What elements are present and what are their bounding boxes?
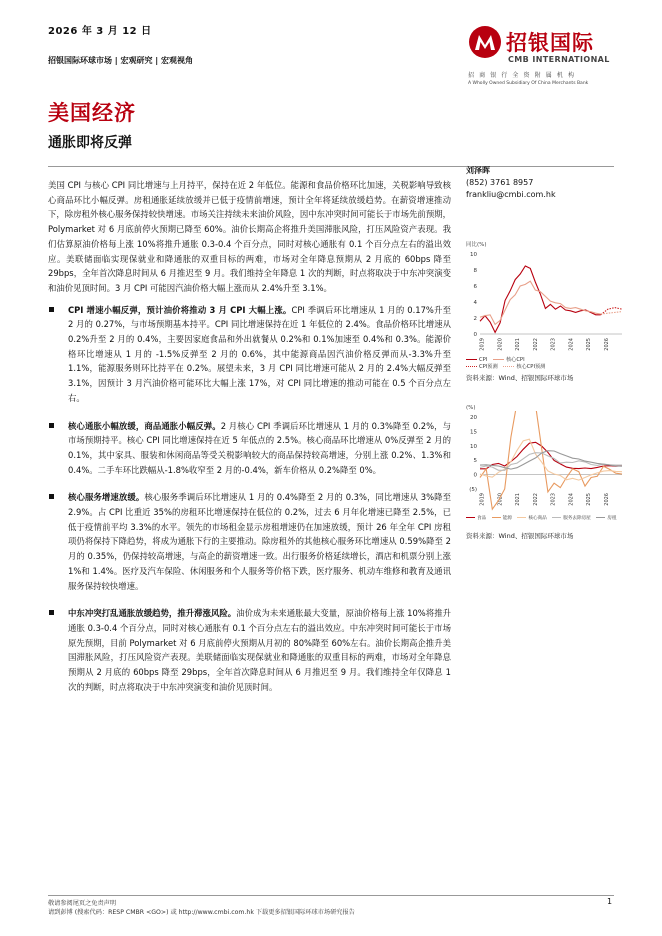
footer-disclaimer[interactable]: 敬请参阅尾页之免责声明 bbox=[48, 900, 117, 907]
logo-subtitle: 招 商 银 行 全 资 附 属 机 构 bbox=[468, 72, 576, 79]
logo-english-name: CMB INTERNATIONAL bbox=[508, 55, 610, 64]
legend-item: 食品 bbox=[466, 515, 486, 521]
chart2-block bbox=[466, 405, 626, 540]
legend-item: 核心商品 bbox=[517, 515, 546, 521]
chart1-svg bbox=[466, 248, 626, 352]
y-tick-label: 20 bbox=[470, 415, 477, 421]
page-number: 1 bbox=[607, 897, 613, 906]
x-tick-label: 2020 bbox=[497, 493, 504, 506]
x-tick-label: 2021 bbox=[515, 493, 522, 506]
chart2-legend bbox=[466, 515, 626, 521]
bullet-text: 核心服务季调后环比增速从 1 月的 0.4%降至 2 月的 0.3%，同比增速从 3%降至 2.9%。占 CPI 比重近 35%的房租环比增速保持在低位的 0.2%，过去 6 月年化增速已降至 2.5%，已低于疫情前平均 3.3%的水平。领先的市场租金显示房租增速仍在加速放缓，预计 26 年全年 CPI 房租项仍将保持下降趋势，将成为通胀下行的主要推动。除房租外的其他核心服务环比增速从 0.59%降至 2 月的 0.35%，仍保持较高增速，与高企的薪资增速一致。出行服务价格延续增长，酒店和机票分别上涨 1%和 1.4%。医疗及汽车保险、休闲服务和个人服务等价格下跌，医疗服务、机动车维修和教育及通讯服务保持较快增速。 bbox=[68, 492, 451, 591]
x-tick-label: 2020 bbox=[497, 338, 504, 351]
author-phone: (852) 3761 8957 bbox=[466, 178, 534, 187]
x-tick-label: 2023 bbox=[550, 493, 557, 506]
x-tick-label: 2026 bbox=[603, 493, 610, 506]
logo-subtitle-english: A Wholly Owned Subsidiary Of China Merchants Bank bbox=[468, 81, 589, 86]
bullet-text: 2 月核心 CPI 季调后环比增速从 1 月的 0.3%降至 0.2%，与市场预期持平。核心 CPI 同比增速保持在近 5 年低点的 2.5%。核心商品环比增速从 0%反弹至 2 月的 0.1%，其中家具、服装和休闲商品等受关税影响较大的商品保持较高增速，分别上涨 0.2%、1.3%和 0.4%。二手车环比跌幅从-1.8%收窄至 2 月的-0.4%，新车价格从 0.2%降至 0%。 bbox=[68, 420, 451, 475]
author-name: 刘泽晖 bbox=[466, 166, 490, 175]
bullet-heading: CPI 增速小幅反弹，预计油价将推动 3 月 CPI 大幅上涨。 bbox=[68, 304, 292, 315]
x-tick-label: 2019 bbox=[479, 493, 486, 506]
author-email[interactable]: frankliu@cmbi.com.hk bbox=[466, 190, 556, 199]
x-tick-label: 2023 bbox=[550, 338, 557, 351]
chart1-source: 资料来源：Wind、招银国际环球市场 bbox=[466, 374, 574, 382]
report-title: 美国经济 bbox=[48, 101, 136, 125]
legend-item: 核心CPI bbox=[493, 356, 525, 363]
legend-item: CPI bbox=[466, 357, 487, 363]
chart2-source: 资料来源：Wind、招银国际环球市场 bbox=[466, 532, 574, 540]
x-tick-label: 2021 bbox=[515, 338, 522, 351]
y-tick-label: 6 bbox=[473, 284, 477, 290]
main-body bbox=[48, 178, 451, 708]
logo-chinese-name: 招银国际 bbox=[506, 31, 594, 55]
y-tick-label: 15 bbox=[470, 429, 477, 436]
bullet-heading: 核心服务增速放缓。 bbox=[68, 492, 145, 503]
legend-item: 房租 bbox=[596, 515, 616, 521]
legend-item: 核心CPI预测 bbox=[503, 363, 545, 370]
bullet-text: 油价成为未来通胀最大变量，原油价格每上涨 10%将推升通胀 0.3-0.4 个百分点，同时对核心通胀有 0.1 个百分点左右的溢出效应。中东冲突时间可能长于市场原先预期，目前 Polymarket 对 6 月底前停火预期从月初的 80%降至 60%左右。油价长期高企推升美国滞胀风险，打压风险资产表现。美联储面临实现保就业和降通胀的双重目标的两难，市场对全年降息预期从 2 月底的 60bps 降至 29bps，全年首次降息时间从 6 月推迟至 9 月。我们维持全年仅降息 1 次的判断，时点将取决于中东冲突演变和油价见顶时间。 bbox=[68, 608, 452, 692]
x-tick-label: 2024 bbox=[568, 338, 575, 351]
series-line-3 bbox=[480, 439, 622, 480]
y-tick-label: 4 bbox=[473, 300, 477, 306]
footer-divider bbox=[48, 895, 614, 896]
y-tick-label: 5 bbox=[473, 458, 477, 465]
x-tick-label: 2022 bbox=[532, 338, 539, 351]
report-subtitle: 通胀即将反弹 bbox=[48, 135, 132, 151]
breadcrumb: 招银国际环球市场 | 宏观研究 | 宏观视角 bbox=[48, 56, 193, 65]
chart2-unit: (%) bbox=[466, 405, 476, 411]
cmbi-logo bbox=[468, 25, 620, 105]
legend-item: CPI预测 bbox=[466, 363, 498, 370]
y-tick-label: 10 bbox=[470, 252, 477, 258]
bullet-middle-east bbox=[48, 606, 451, 694]
bullet-text: CPI 季调后环比增速从 1 月的 0.17%升至 2 月的 0.27%，与市场预期基本持平。CPI 同比增速保持在近 1 年低位的 2.4%。食品价格环比增速从 0.2%升至 2 月的 0.4%，主要因家庭食品和外出就餐从 0.2%和 0.1%加速至 0.4%和 0.3%。能源价格环比增速从 1 月的 -1.5%反弹至 2 月的 0.6%，其中能源商品因汽油价格反弹而从-3.3%升至 1.1%，能源服务则环比持平在 0.2%。展望未来，3 月 CPI 同比增速可能从 2 月的 2.4%大幅反弹至 3.1%，因预计 3 月汽油价格可能环比大幅上涨 17%，对 CPI 同比增速的推动可能在 0.5 个百分点左右。 bbox=[68, 304, 451, 403]
bullet-cpi bbox=[48, 303, 451, 406]
y-tick-label: 0 bbox=[473, 472, 477, 479]
bullet-heading: 中东冲突打乱通胀放缓趋势，推升滞涨风险。 bbox=[68, 608, 237, 619]
chart1-legend bbox=[466, 356, 626, 370]
y-tick-label: 8 bbox=[473, 268, 477, 274]
bullet-square-icon bbox=[49, 423, 54, 428]
author-block bbox=[466, 165, 556, 201]
legend-item: 能源 bbox=[492, 515, 512, 521]
cmb-logo-icon bbox=[468, 25, 502, 59]
chart1-block bbox=[466, 240, 626, 382]
x-tick-label: 2025 bbox=[586, 338, 593, 351]
bullet-square-icon bbox=[49, 494, 54, 499]
x-tick-label: 2022 bbox=[532, 493, 539, 506]
bullet-square-icon bbox=[49, 610, 54, 615]
y-tick-label: (5) bbox=[469, 487, 477, 493]
legend-item: 服务去除房屋 bbox=[552, 515, 591, 521]
series-line-2 bbox=[480, 281, 601, 324]
intro-paragraph: 美国 CPI 与核心 CPI 同比增速与上月持平，保持在近 2 年低位。能源和食品价格环比加速，关税影响导致核心商品环比小幅反弹。房租通胀延续放缓并已低于疫情前增速，预计全年将延续放缓趋势。在薪资增速推动下，除房租外核心服务保持较快增速。市场关注持续未来油价风险，因中东冲突时间可能长于市场先前预期，Polymarket 对 6 月底前停火预期已降至 60%。油价长期高企将推升美国滞胀风险，打压风险资产表现。我们估算原油价格每上涨 10%将推升通胀 0.3-0.4 个百分点，同时对核心通胀有 0.1 个百分点左右的溢出效应。美联储面临实现保就业和降通胀的双重目标的两难，市场对全年降息预期从 2 月底的 60bps 降至 29bps，全年首次降息时间从 6 月推迟至 9 月。我们维持全年降息 1 次的判断，时点将取决于中东冲突演变和油价见顶时间。3 月 CPI 可能因汽油价格大幅上涨而从 2.4%升至 3.1%。 bbox=[48, 180, 451, 293]
x-tick-label: 2019 bbox=[479, 338, 486, 351]
x-tick-label: 2025 bbox=[586, 493, 593, 506]
y-tick-label: 2 bbox=[473, 316, 477, 322]
bullet-core bbox=[48, 419, 451, 478]
report-date: 2026 年 3 月 12 日 bbox=[48, 26, 152, 37]
x-tick-label: 2026 bbox=[603, 338, 610, 351]
chart1-unit: 同比(%) bbox=[466, 242, 487, 248]
bullet-services bbox=[48, 490, 451, 593]
bullet-square-icon bbox=[49, 307, 54, 312]
x-tick-label: 2024 bbox=[568, 493, 575, 506]
chart2-svg bbox=[466, 411, 626, 511]
y-tick-label: 10 bbox=[470, 443, 477, 450]
bullet-heading: 核心通胀小幅放缓，商品通胀小幅反弹。 bbox=[68, 420, 221, 431]
footer-contact[interactable]: 请到彭博 (搜索代码：RESP CMBR <GO>) 或 http://www.cmbi.com.hk 下载更多招银国际环球市场研究报告 bbox=[48, 909, 355, 916]
y-tick-label: 0 bbox=[473, 332, 477, 338]
series-line-4 bbox=[480, 453, 622, 471]
